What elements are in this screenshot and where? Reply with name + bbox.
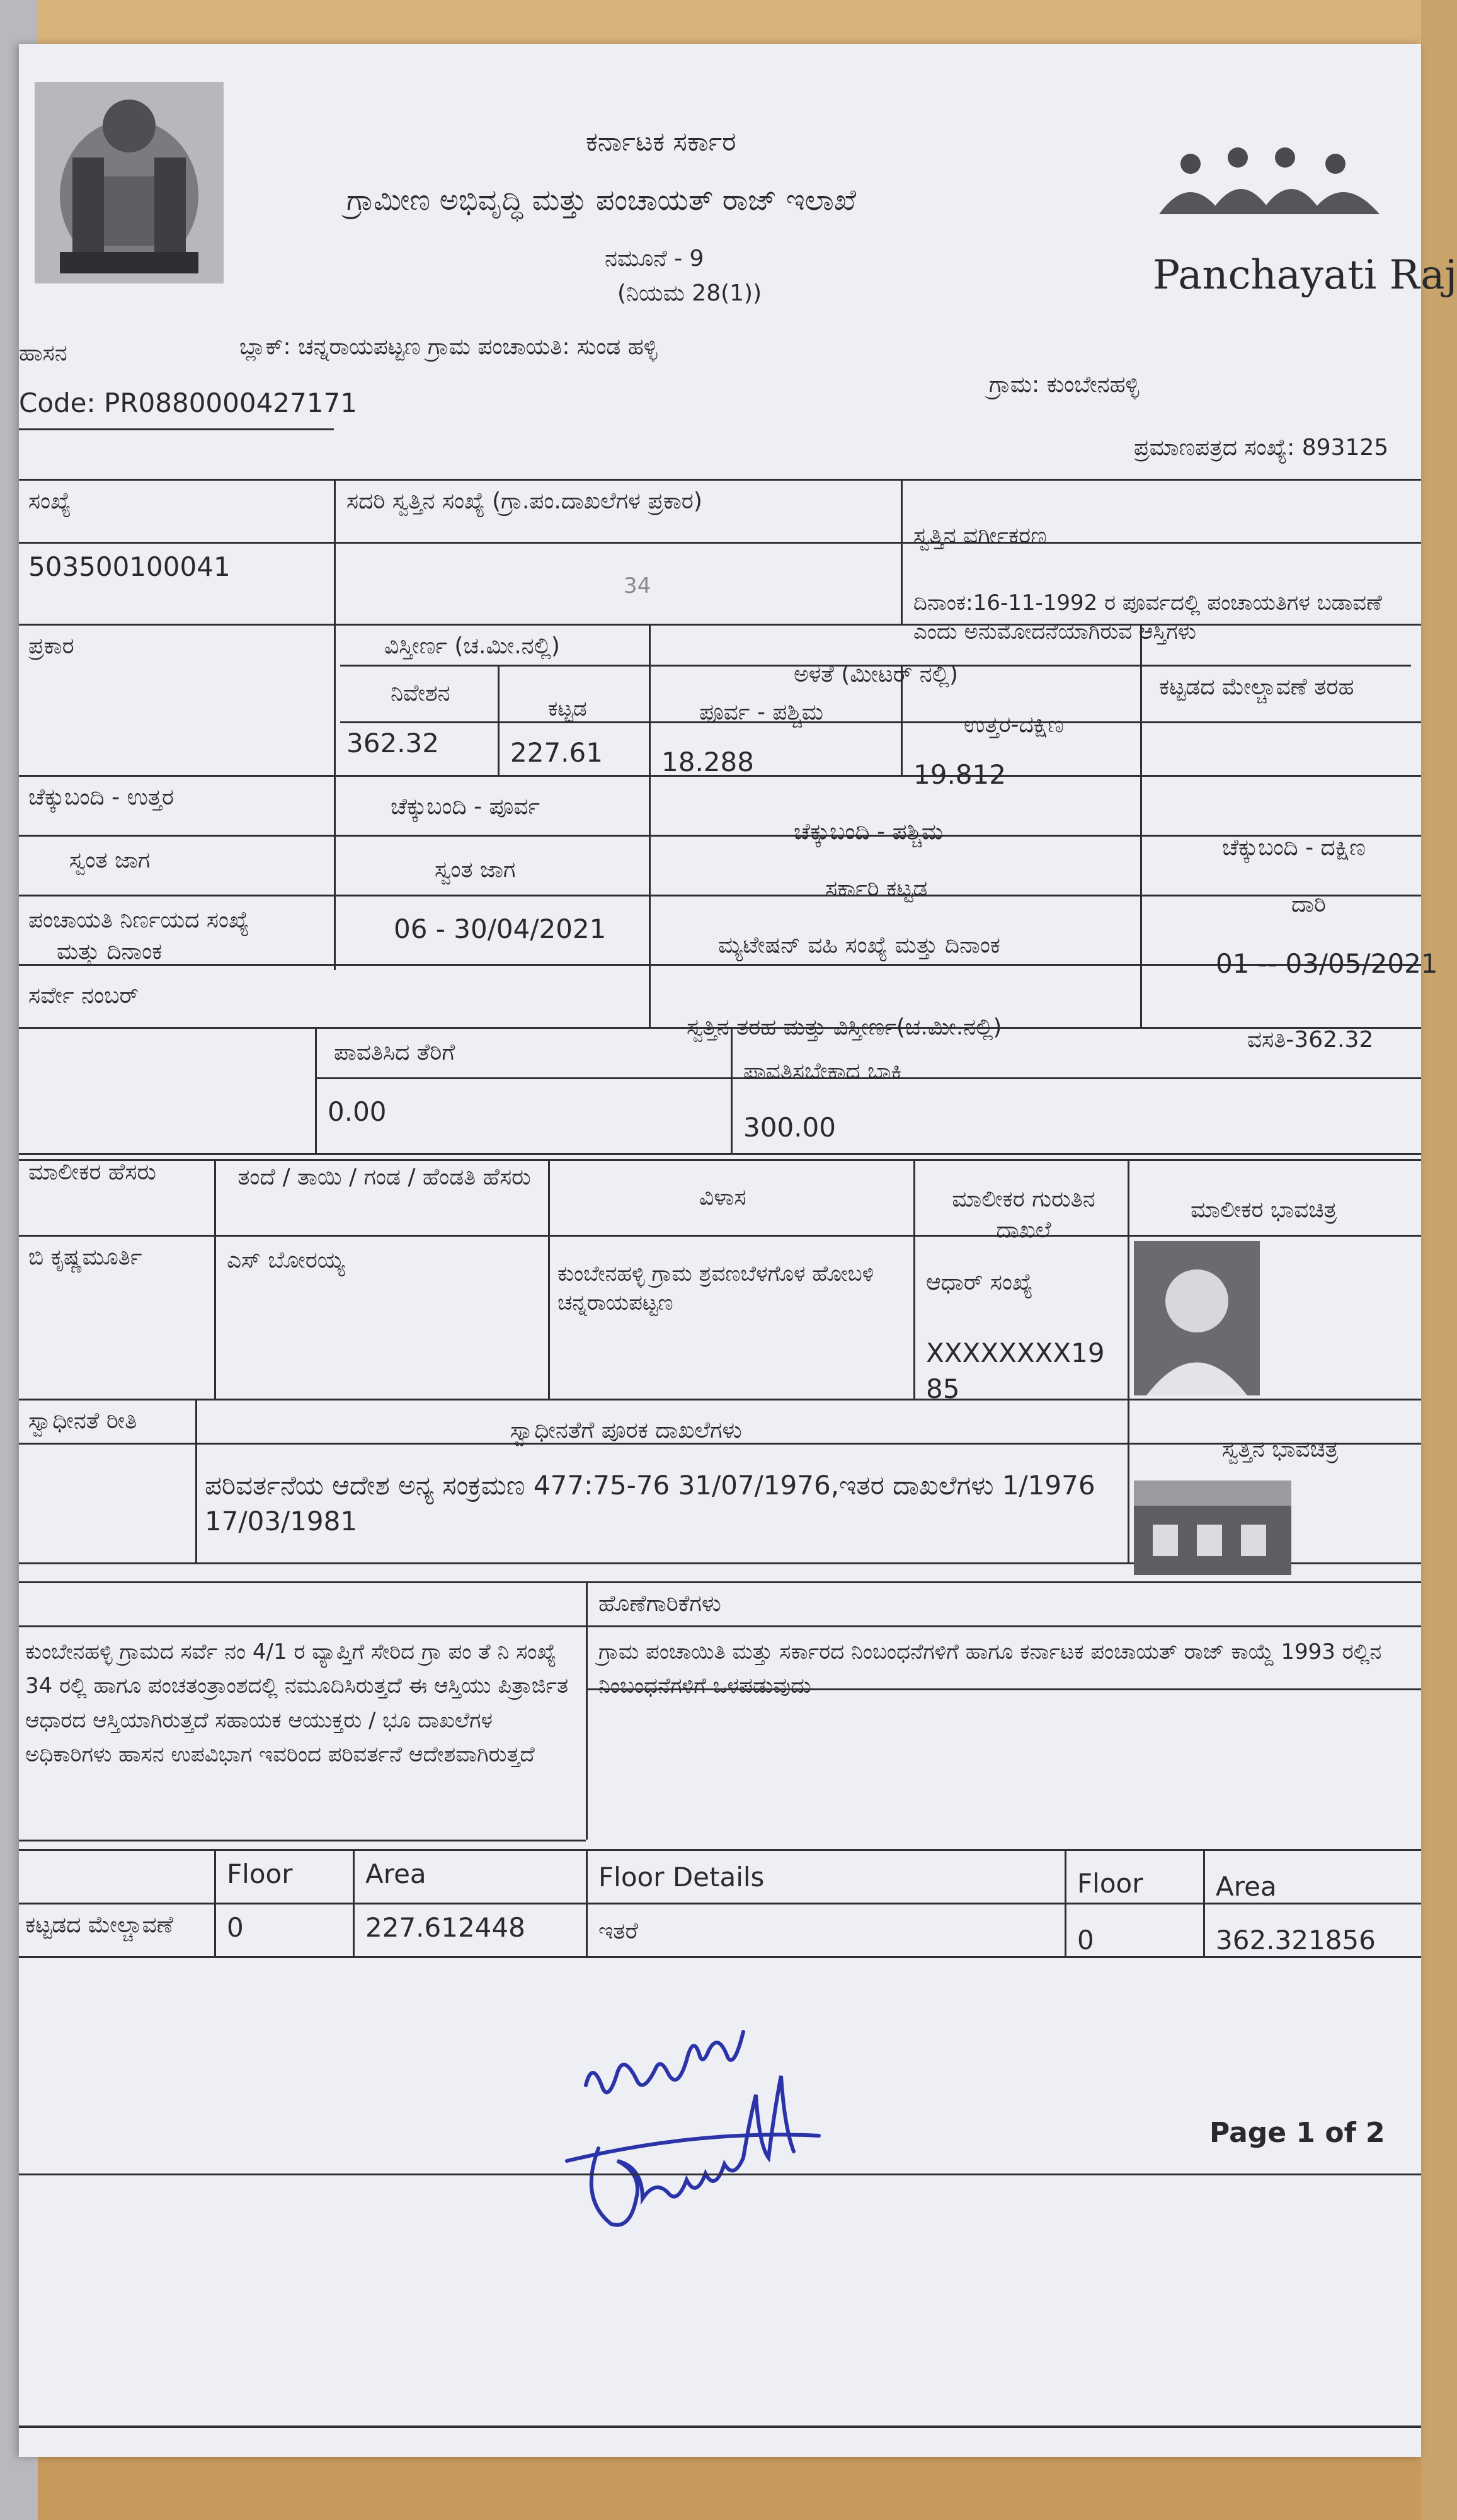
owner-address-label: ವಿಳಾಸ [699, 1184, 746, 1210]
left-area-header: Area [365, 1858, 426, 1889]
site-area-value: 362.32 [346, 728, 439, 759]
left-floor-value: 0 [227, 1912, 244, 1943]
roof-type-label: ಕಟ್ಟಡದ ಮೇಲ್ಚಾವಣೆ ತರಹ [1159, 674, 1354, 700]
site-label: ನಿವೇಶನ [391, 680, 450, 706]
property-type-area-value: ವಸತಿ-362.32 [1247, 1027, 1374, 1053]
west-boundary-value: ಸರ್ಕಾರಿ ಕಟ್ಟಡ [825, 876, 928, 902]
east-boundary-label: ಚೆಕ್ಕುಬಂದಿ - ಪೂರ್ವ [391, 794, 540, 820]
north-south-label: ಉತ್ತರ-ದಕ್ಷಿಣ [964, 712, 1064, 738]
left-row-label: ಕಟ್ಟಡದ ಮೇಲ್ಚಾವಣೆ [25, 1912, 173, 1938]
tax-due-value: 300.00 [743, 1112, 836, 1143]
verified-signature-icon [542, 2003, 920, 2255]
north-boundary-value: ಸ್ವಂತ ಜಾಗ [69, 847, 151, 873]
govt-line: ಕರ್ನಾಟಕ ಸರ್ಕಾರ [586, 126, 736, 157]
karnataka-emblem-icon [35, 82, 224, 284]
tax-due-label: ಪಾವತಿಸಬೇಕಾದ ಬಾಕಿ [743, 1058, 902, 1084]
right-floor-value: 0 [1077, 1925, 1094, 1956]
right-floor-header: Floor [1077, 1868, 1143, 1899]
owner-name-label: ಮಾಲೀಕರ ಹೆಸರು [28, 1159, 156, 1185]
panchayati-raj-logo-icon [1146, 139, 1398, 246]
left-floor-header: Floor [227, 1858, 293, 1889]
possession-label: ಸ್ವಾಧೀನತೆ ರೀತಿ [28, 1408, 137, 1434]
district: ಹಾಸನ [19, 340, 67, 366]
east-boundary-value: ಸ್ವಂತ ಜಾಗ [435, 857, 516, 883]
rule-number: (ನಿಯಮ 28(1)) [617, 280, 762, 306]
resolution-value: 06 - 30/04/2021 [394, 914, 607, 944]
certificate-number: ಪ್ರಮಾಣಪತ್ರದ ಸಂಖ್ಯೆ: 893125 [1134, 435, 1389, 461]
owner-photo [1134, 1241, 1260, 1395]
north-boundary-label: ಚೆಕ್ಕುಬಂದಿ - ಉತ್ತರ [28, 784, 174, 810]
taluk-gp: ಬ್ಲಾಕ್: ಚನ್ನರಾಯಪಟ್ಟಣ ಗ್ರಾಮ ಪಂಚಾಯತಿ: ಸುಂಡ ಹಳ್ಳಿ [239, 334, 658, 360]
building-area-value: 227.61 [510, 737, 603, 768]
north-south-value: 19.812 [913, 759, 1006, 790]
right-detail-value: ಇತರೆ [598, 1918, 638, 1944]
type-label: ಪ್ರಕಾರ [28, 633, 74, 659]
classification-label: ಸ್ವತ್ತಿನ ವರ್ಗೀಕರಣ [913, 523, 1047, 549]
property-type-area-label: ಸ್ವತ್ತಿನ ತರಹ ಮತ್ತು ವಿಸ್ತೀರ್ಣ(ಚ.ಮೀ.ನಲ್ಲಿ) [687, 1014, 1002, 1040]
south-boundary-label: ಚೆಕ್ಕುಬಂದಿ - ದಕ್ಷಿಣ [1222, 835, 1366, 861]
owner-id-value: XXXXXXXX1985 [926, 1337, 1105, 1404]
property-no-value: 503500100041 [28, 551, 231, 582]
property-photo-label: ಸ್ವತ್ತಿನ ಭಾವಚಿತ್ರ [1222, 1436, 1339, 1462]
left-area-value: 227.612448 [365, 1912, 525, 1943]
form-number: ನಮೂನೆ - 9 [605, 246, 704, 272]
brand-name: Panchayati Raj [1153, 252, 1457, 299]
page-number: Page 1 of 2 [1209, 2117, 1385, 2149]
survey-label: ಸರ್ವೇ ನಂಬರ್ [28, 983, 139, 1009]
owner-parent-label: ತಂದೆ / ತಾಯಿ / ಗಂಡ / ಹೆಂಡತಿ ಹೆಸರು [237, 1164, 531, 1190]
village: ಗ್ರಾಮ: ಕುಂಬೇನಹಳ್ಳಿ [989, 372, 1140, 398]
owner-id-type: ಆಧಾರ್ ಸಂಖ್ಯೆ [926, 1269, 1033, 1295]
mutation-label: ಮ್ಯಟೇಷನ್ ವಹಿ ಸಂಖ್ಯೆ ಮತ್ತು ದಿನಾಂಕ [718, 932, 1001, 958]
liabilities-value: ಗ್ರಾಮ ಪಂಚಾಯಿತಿ ಮತ್ತು ಸರ್ಕಾರದ ನಿಂಬಂಧನೆಗಳಿಗೆ ಹಾಗೂ ಕರ್ನಾಟಕ ಪಂಚಾಯತ್ ರಾಜ್ ಕಾಯ್ದೆ 1993 ರಲ್ಲಿನ ನಿಂಬಂಧನೆಗಳಿಗೆ ಒಳಪಡುವುದು [598, 1639, 1382, 1699]
resolution-label: ಪಂಚಾಯತಿ ನಿರ್ಣಯದ ಸಂಖ್ಯೆ [28, 907, 249, 933]
east-west-value: 18.288 [661, 747, 754, 777]
owner-id-label: ಮಾಲೀಕರ ಗುರುತಿನ ದಾಖಲೆ [952, 1186, 1095, 1243]
property-code: Code: PR0880000427171 [19, 387, 357, 418]
remarks-text: ಕುಂಬೇನಹಳ್ಳಿ ಗ್ರಾಮದ ಸರ್ವೆ ನಂ 4/1 ರ ವ್ಯಾಪ್ತಿಗೆ ಸೇರಿದ ಗ್ರಾ ಪಂ ತೆ ನಿ ಸಂಖ್ಯೆ 34 ರಲ್ಲಿ ಹಾಗೂ ಪಂಚತಂತ್ರಾಂಶದಲ್ಲಿ ನಮೂದಿಸಿರುತ್ತದೆ ಈ ಆಸ್ತಿಯು ಪಿತ್ರಾರ್ಜಿತ ಆಧಾರದ ಆಸ್ತಿಯಾಗಿರುತ್ತದೆ ಸಹಾಯಕ ಆಯುಕ್ತರು / ಭೂ ದಾಖಲೆಗಳ ಅಧಿಕಾರಿಗಳು ಹಾಸನ ಉಪವಿಭಾಗ ಇವರಿಂದ ಪರಿವರ್ತನೆ ಆದೇಶವಾಗಿರುತ್ತದೆ [25, 1639, 569, 1768]
right-area-value: 362.321856 [1216, 1925, 1376, 1956]
dept-line: ಗ್ರಾಮೀಣ ಅಭಿವೃದ್ಧಿ ಮತ್ತು ಪಂಚಾಯತ್ ರಾಜ್ ಇಲಾಖೆ [346, 183, 857, 217]
owner-name-value: ಬಿ ಕೃಷ್ಣಮೂರ್ತಿ [28, 1244, 142, 1270]
possession-docs-value: ಪರಿವರ್ತನೆಯ ಆದೇಶ ಅನ್ಯ ಸಂಕ್ರಮಣ 477:75-76 31/07/1976,ಇತರ ದಾಖಲೆಗಳು 1/1976 17/03/1981 [205, 1470, 1095, 1537]
possession-docs-label: ಸ್ವಾಧೀನತೆಗೆ ಪೂರಕ ದಾಖಲೆಗಳು [510, 1418, 742, 1443]
east-west-label: ಪೂರ್ವ - ಪಶ್ಚಿಮ [699, 699, 824, 725]
gp-number-value: 34 [624, 573, 651, 598]
floor-details-header: Floor Details [598, 1862, 765, 1893]
tax-paid-value: 0.00 [328, 1096, 387, 1127]
area-label: ವಿಸ್ತೀರ್ಣ (ಚ.ಮೀ.ನಲ್ಲಿ) [384, 633, 560, 659]
right-area-header: Area [1216, 1871, 1277, 1902]
owner-address-value: ಕುಂಬೇನಹಳ್ಳಿ ಗ್ರಾಮ ಶ್ರವಣಬೆಳಗೊಳ ಹೋಬಳಿ ಚನ್ನರಾಯಪಟ್ಟಣ [557, 1261, 874, 1315]
tax-paid-label: ಪಾವತಿಸಿದ ತೆರಿಗೆ [334, 1040, 455, 1065]
owner-parent-value: ಎಸ್ ಬೋರಯ್ಯ [227, 1247, 345, 1273]
liabilities-label: ಹೊಣೆಗಾರಿಕೆಗಳು [598, 1591, 721, 1617]
certificate-page [19, 44, 1457, 2457]
west-boundary-label: ಚೆಕ್ಕುಬಂದಿ - ಪಶ್ಚಿಮ [794, 819, 944, 845]
building-label: ಕಟ್ಟಡ [548, 696, 587, 721]
property-no-label: ಸಂಖ್ಯೆ [28, 488, 71, 514]
classification-value: ದಿನಾಂಕ:16-11-1992 ರ ಪೂರ್ವದಲ್ಲಿ ಪಂಚಾಯತಿಗಳ ಬಡಾವಣೆ ಎಂದು ಅನುಮೋದನೆಯಾಗಿರುವ ಆಸ್ತಿಗಳು [913, 590, 1382, 644]
south-boundary-value: ದಾರಿ [1291, 891, 1326, 917]
mutation-value: 01 -- 03/05/2021 [1216, 948, 1438, 979]
dimensions-label: ಅಳತೆ (ಮೀಟರ್ ನಲ್ಲಿ) [794, 662, 959, 687]
resolution-label-2: ಮತ್ತು ದಿನಾಂಕ [57, 939, 163, 965]
owner-photo-label: ಮಾಲೀಕರ ಭಾವಚಿತ್ರ [1191, 1197, 1337, 1223]
property-photo [1134, 1480, 1291, 1575]
gp-number-label: ಸದರಿ ಸ್ವತ್ತಿನ ಸಂಖ್ಯೆ (ಗ್ರಾ.ಪಂ.ದಾಖಲೆಗಳ ಪ್ರಕಾರ) [346, 488, 702, 514]
